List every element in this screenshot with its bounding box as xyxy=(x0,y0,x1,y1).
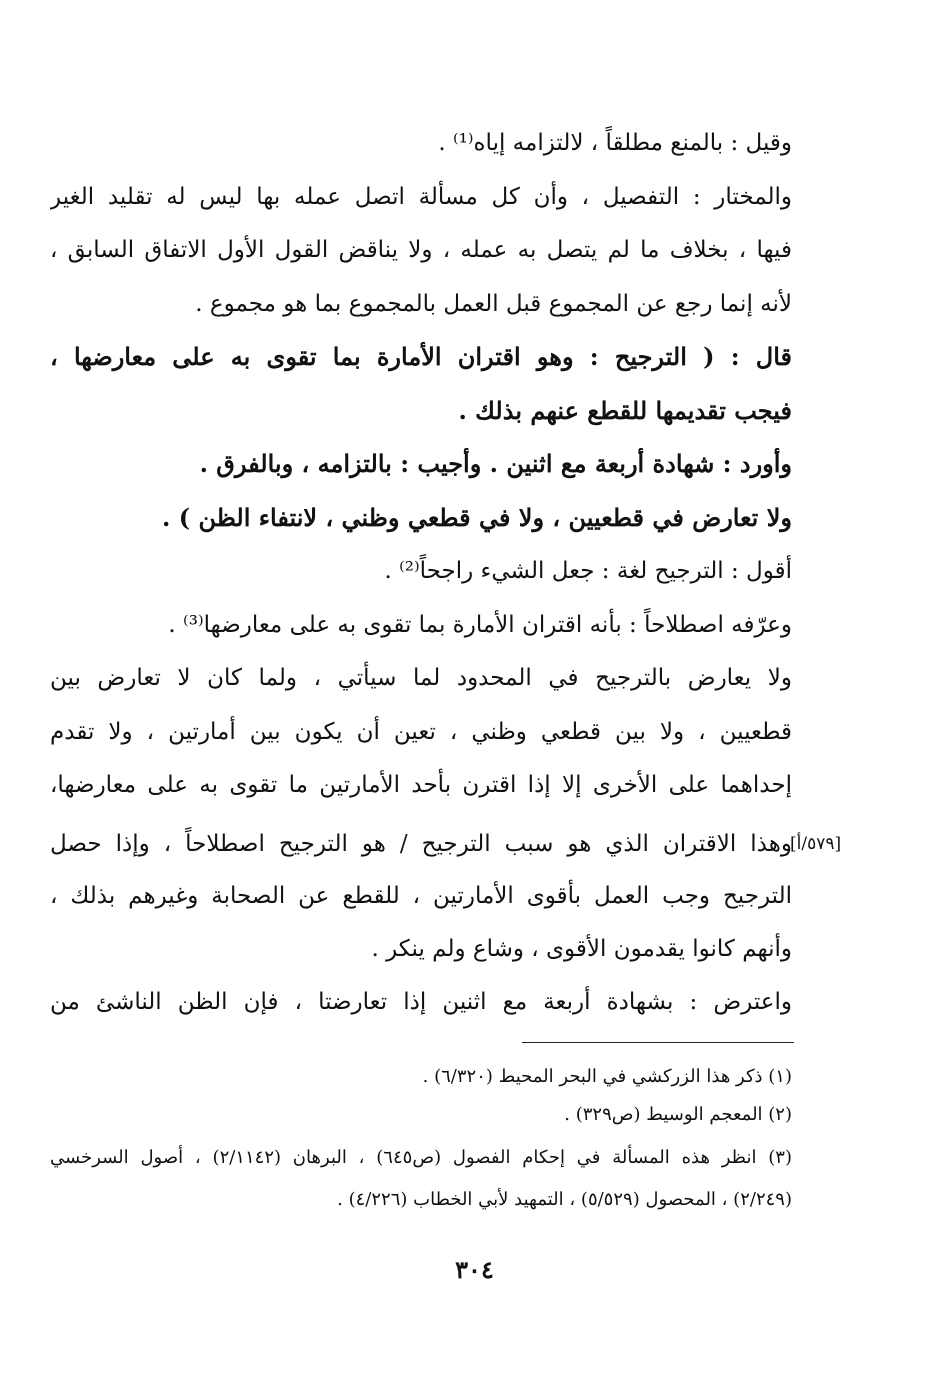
body-line: الترجيح وجب العمل بأقوى الأمارتين ، للقطع عن الصحابة وغيرهم بذلك ، xyxy=(50,883,792,909)
footnote: (٢) المعجم الوسيط (ص٣٢٩) . xyxy=(564,1104,792,1125)
body-line: وأنهم كانوا يقدمون الأقوى ، وشاع ولم ينكر . xyxy=(371,936,792,962)
body-line: قطعيين ، ولا بين قطعي وظني ، تعين أن يكون بين أمارتين ، ولا تقدم xyxy=(50,719,792,745)
page-number: ٣٠٤ xyxy=(455,1255,494,1284)
quote-line: فيجب تقديمها للقطع عنهم بذلك . xyxy=(458,396,792,425)
body-line: ولا يعارض بالترجيح في المحدود لما سيأتي ، ولما كان لا تعارض بين xyxy=(50,665,792,691)
footnote-divider xyxy=(522,1042,794,1043)
quote-line: وأورد : شهادة أربعة مع اثنين . وأجيب : بالتزامه ، وبالفرق . xyxy=(199,449,792,478)
manuscript-folio-ref: [٥٧٩/أ] xyxy=(790,834,842,854)
quote-line: ولا تعارض في قطعيين ، ولا في قطعي وظني ، لانتفاء الظن ) . xyxy=(162,503,792,532)
body-line: والمختار : التفصيل ، وأن كل مسألة اتصل عمله بها ليس له تقليد الغير xyxy=(50,184,792,210)
body-line: وهذا الاقتران الذي هو سبب الترجيح / هو الترجيح اصطلاحاً ، وإذا حصل xyxy=(50,831,792,857)
body-line: وعرّفه اصطلاحاً : بأنه اقتران الأمارة بما تقوى به على معارضها⁽³⁾ . xyxy=(168,612,792,638)
body-line: إحداهما على الأخرى إلا إذا اقترن بأحد الأمارتين ما تقوى به على معارضها، xyxy=(50,772,792,798)
body-line: فيها ، بخلاف ما لم يتصل به عمله ، ولا يناقض القول الأول الاتفاق السابق ، xyxy=(50,237,792,263)
footnote: (٢/٢٤٩) ، المحصول (٥/٥٢٩) ، التمهيد لأبي الخطاب (٤/٢٢٦) . xyxy=(337,1189,792,1210)
footnote: (٣) انظر هذه المسألة في إحكام الفصول (ص٦٤٥) ، البرهان (٢/١١٤٢) ، أصول السرخسي xyxy=(50,1147,792,1168)
body-line: وقيل : بالمنع مطلقاً ، لالتزامه إياه⁽¹⁾ . xyxy=(438,130,792,156)
body-line: أقول : الترجيح لغة : جعل الشيء راجحاً⁽²⁾ . xyxy=(384,558,792,584)
body-line: واعترض : بشهادة أربعة مع اثنين إذا تعارضتا ، فإن الظن الناشئ من xyxy=(50,989,792,1015)
body-line: لأنه إنما رجع عن المجموع قبل العمل بالمجموع بما هو مجموع . xyxy=(195,291,792,317)
quote-line: قال : ( الترجيح : وهو اقتران الأمارة بما تقوى به على معارضها ، xyxy=(50,342,792,371)
footnote: (١) ذكر هذا الزركشي في البحر المحيط (٦/٣٢٠) . xyxy=(422,1066,792,1087)
